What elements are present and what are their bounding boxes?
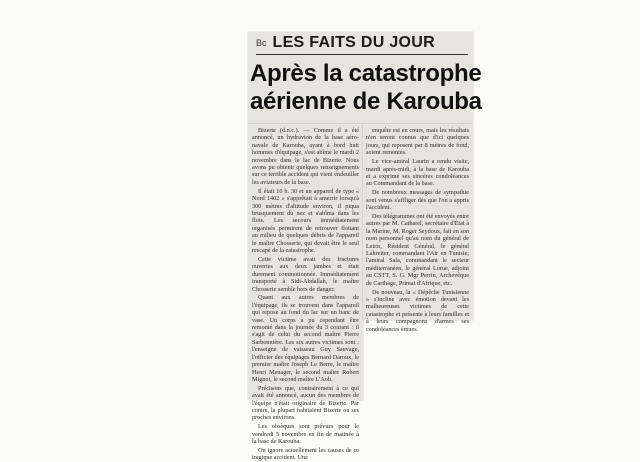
paragraph: Précisons que, contrairement à ce qui avait été annoncé, aucun des membres de l'équipe n'était originaire de Bizerte. Par contre, la plupart habitaient Bizerte ou ses proches environs. xyxy=(252,384,359,422)
paragraph: Le vice-amiral Laurin a rendu visite, mardi après-midi, à la base de Karouba et a exprimé ses sincères condoléances au Commandant de la base. xyxy=(366,158,469,188)
handwritten-mark: Bc xyxy=(256,38,267,48)
paragraph: Bizerte (d.n.c.). — Comme il a été annoncé, un hydravion de la base aéro-navale de Karouba, ayant à bord huit hommes d'équipage, s'est abîmé le mardi 2 novembre dans le lac de Bizerte. Nous avons pu obtenir quelques renseignements sur ce terrible accident qui vient endeuiller les aviateurs de la base. xyxy=(252,127,359,186)
paragraph: Quant aux autres membres de l'équipage, ils se trouvent dans l'appareil qui repose au fond du lac sur un banc de vase. Un corps a pu cependant être remonté dans la journée du 3 courant : il s'agit de celui du second maître Pierre Sarbonnière. Les six autres victimes sont : l'enseigne de vaisseau Guy Sauvage, l'officier des équipages Bernard Daroux, le premier maître Joseph Le Berre, le maître Henri Menager, le second maître Robert Mignot, le second maître L'Aob. xyxy=(252,294,359,383)
headline-line-1: Après la catastrophe xyxy=(250,60,482,87)
article-column-right xyxy=(366,127,469,333)
paragraph: On ignore actuellement les causes de ce tragique accident. Une xyxy=(252,447,359,462)
paragraph: Des télégrammes ont été envoyés entre autres par M. Catharel, secrétaire d'État à la Marine, M. Roger Seydoux, fait en son nom personnel qu'au nom du général de Leiris, Résident Général, le général Lahreiter, commandant l'Air en Tunisie; l'amiral Sala, commandant le secteur méditerranéen, le général Lorue, adjoint au CSTT, S. G. Mgr Perrin, Archevêque de Carthage, Primat d'Afrique, etc. xyxy=(366,212,469,287)
header-rule xyxy=(256,54,468,55)
section-header xyxy=(256,34,466,52)
paragraph: Cette victime avait des fractures ouvertes aux deux jambes et était durement commotionnée. Immédiatement transporté à Sidi-Abdallah, le maître Chosserie semble hors de danger. xyxy=(252,255,359,293)
paragraph: De nouveau, la « Dépêche Tunisienne » s'incline avec émotion devant les malheureuses victimes de cette catastrophe et présente à leurs familles et à leurs compagnons d'armes ses condoléances émues. xyxy=(366,288,469,333)
paragraph: enquête est en cours, mais les résultats n'en seront connus que d'ici quelques jours, qui reposent par 8 mètres de fond, soient remontés. xyxy=(366,127,469,157)
headline-line-2: aérienne de Karouba xyxy=(250,88,482,115)
paragraph: Les obsèques sont prévues pour le vendredi 5 novembre en fin de matinée à la base de Karouba. xyxy=(252,423,359,446)
paragraph: De nombreux messages de sympathie sont venus s'affliger dès que l'on a appris l'accident. xyxy=(366,189,469,212)
section-heading: LES FAITS DU JOUR xyxy=(272,34,435,51)
paragraph: Il était 10 h. 30 et un appareil de type « Nord 1402 » s'apprêtait à amerrir lorsqu'à 300 mètres d'altitude environ, il piqua brusquement du nez et s'abîma dans les flots. Les secours immédiatement organisés permirent de retrouver flottant au milieu de quelques débris de l'appareil le maître Chosserie, qui devait être le seul rescapé de la catastrophe. xyxy=(252,187,359,254)
article-column-left xyxy=(252,127,359,462)
